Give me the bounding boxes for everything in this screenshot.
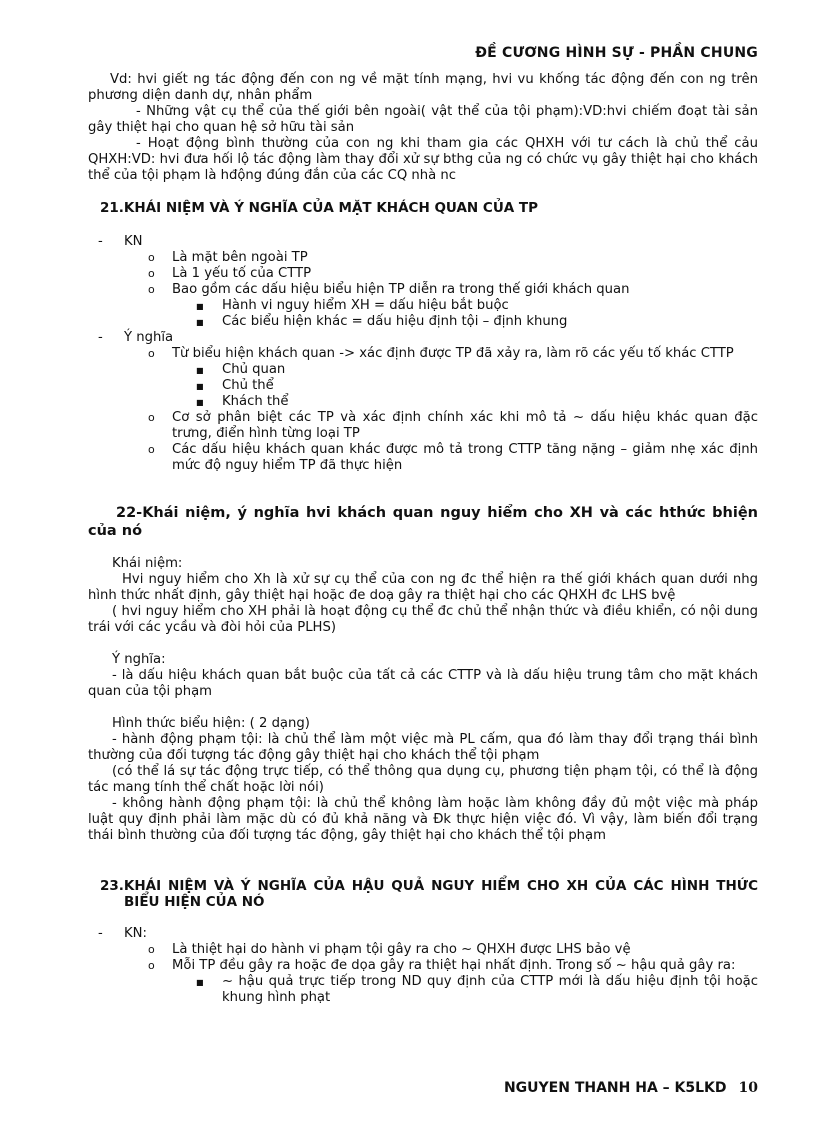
section-22-heading: 22-Khái niệm, ý nghĩa hvi khách quan nguy hiểm cho XH và các hthức bhiện của nó (88, 505, 758, 539)
list-item: ■ ~ hậu quả trực tiếp trong ND quy định của CTTP mới là dấu hiệu định tội hoặc khung hình phạt (196, 974, 758, 1005)
circle-bullet: o (148, 283, 155, 296)
section-21-list (88, 234, 758, 474)
intro-paragraph-3: - Hoạt động bình thường của con ng khi tham gia các QHXH với tư cách là chủ thể cảu QHXH:VD: hvi đưa hối lộ tác động làm thay đổi xử sự bthg của ng có chức vụ gây thiệt hại cho khách thể của tội phạm là hđộng đúng đắn của các CQ nhà nc (88, 136, 758, 183)
section-23-heading: 23.KHÁI NIỆM VÀ Ý NGHĨA CỦA HẬU QUẢ NGUY HIỂM CHO XH CỦA CÁC HÌNH THỨC BIỂU HIỆN CỦA NÓ (100, 878, 758, 910)
list-item: ■ Hành vi nguy hiểm XH = dấu hiệu bắt buộc (196, 298, 509, 313)
dash-bullet: - (98, 234, 103, 249)
list-item: o Các dấu hiệu khách quan khác được mô tả trong CTTP tăng nặng – giảm nhẹ xác định mức độ nguy hiểm TP đã thực hiện (148, 442, 758, 473)
section-22-kn-label: Khái niệm: (112, 556, 183, 571)
dash-bullet: - (98, 330, 103, 345)
square-bullet: ■ (196, 382, 204, 391)
page-footer (504, 1080, 758, 1096)
circle-bullet: o (148, 443, 155, 456)
circle-bullet: o (148, 347, 155, 360)
list-item: o Bao gồm các dấu hiệu biểu hiện TP diễn ra trong thế giới khách quan (148, 282, 630, 297)
list-item: o Cơ sở phân biệt các TP và xác định chính xác khi mô tả ~ dấu hiệu khác quan đặc trưng, điển hình từng loại TP (148, 410, 758, 441)
list-item: o Từ biểu hiện khách quan -> xác định được TP đã xảy ra, làm rõ các yếu tố khác CTTP (148, 346, 734, 361)
list-item: ■ Các biểu hiện khác = dấu hiệu định tội – định khung (196, 314, 568, 329)
section-22-ht-1: - hành động phạm tội: là chủ thể làm một việc mà PL cấm, qua đó làm thay đổi trạng thái bình thường của đối tượng tác động gây thiệt hại cho khách thể tội phạm (88, 732, 758, 763)
square-bullet: ■ (196, 302, 204, 311)
list-item: ■ Chủ quan (196, 362, 286, 377)
section-22-kn-text: Hvi nguy hiểm cho Xh là xử sự cụ thể của con ng đc thể hiện ra thế giới khách quan dưới nhg hình thức nhất định, gây thiệt hại hoặc đe doạ gây ra thiệt hại cho các QHXH đc LHS bvệ (88, 572, 758, 603)
list-item: - Ý nghĩa (98, 330, 174, 345)
circle-bullet: o (148, 943, 155, 956)
circle-bullet: o (148, 267, 155, 280)
list-item: o Là thiệt hại do hành vi phạm tội gây ra cho ~ QHXH được LHS bảo vệ (148, 942, 631, 957)
square-bullet: ■ (196, 978, 204, 987)
section-22-ht-label: Hình thức biểu hiện: ( 2 dạng) (112, 716, 310, 731)
section-22-ht-3: - không hành động phạm tội: là chủ thể không làm hoặc làm không đầy đủ một việc mà pháp luật quy định phải làm mặc dù có đủ khả năng và Đk thực hiện việc đó. Vì vậy, làm biến đổi trạng thái bình thường của đối tượng tác động, gây thiệt hại cho khách thể tội phạm (88, 796, 758, 843)
footer-author: NGUYEN THANH HA – K5LKD (503, 1080, 727, 1096)
square-bullet: ■ (196, 366, 204, 375)
section-22-ht-2: (có thể lá sự tác động trực tiếp, có thể thông qua dụng cụ, phương tiện phạm tội, có thể là động tác mang tính thể chất hoặc lời nói) (88, 764, 758, 795)
list-item: o Là 1 yếu tố của CTTP (148, 266, 312, 281)
circle-bullet: o (148, 251, 155, 264)
section-21-heading: 21.KHÁI NIỆM VÀ Ý NGHĨA CỦA MẶT KHÁCH QUAN CỦA TP (100, 200, 539, 216)
intro-paragraph-1: Vd: hvi giết ng tác động đến con ng về mặt tính mạng, hvi vu khống tác động đến con ng trên phương diện danh dự, nhân phẩm (88, 72, 758, 103)
circle-bullet: o (148, 959, 155, 972)
list-item: - KN (98, 234, 143, 249)
list-item: - KN: (98, 926, 147, 941)
list-item: o Mỗi TP đều gây ra hoặc đe dọa gây ra thiệt hại nhất định. Trong số ~ hậu quả gây ra: (148, 958, 736, 973)
list-item: o Là mặt bên ngoài TP (148, 250, 308, 265)
section-22-yn-label: Ý nghĩa: (112, 652, 166, 667)
circle-bullet: o (148, 411, 155, 424)
section-22-yn-text: - là dấu hiệu khách quan bắt buộc của tất cả các CTTP và là dấu hiệu trung tâm cho mặt khách quan của tội phạm (88, 668, 758, 699)
list-item: ■ Chủ thể (196, 378, 274, 393)
page-header-title: ĐỀ CƯƠNG HÌNH SỰ - PHẦN CHUNG (475, 45, 758, 61)
square-bullet: ■ (196, 398, 204, 407)
intro-paragraph-2: - Những vật cụ thể của thế giới bên ngoài( vật thể của tội phạm):VD:hvi chiếm đoạt tài sản gây thiệt hại cho quan hệ sở hữu tài sản (88, 104, 758, 135)
section-22-kn-note: ( hvi nguy hiểm cho XH phải là hoạt động cụ thể đc chủ thể nhận thức và điều khiển, có nội dung trái với các ycầu và đòi hỏi của PLHS) (88, 604, 758, 635)
page-number: 10 (738, 1080, 758, 1096)
section-23-list (88, 926, 758, 1006)
list-item: ■ Khách thể (196, 394, 289, 409)
dash-bullet: - (98, 926, 103, 941)
page-content (88, 72, 758, 1006)
square-bullet: ■ (196, 318, 204, 327)
